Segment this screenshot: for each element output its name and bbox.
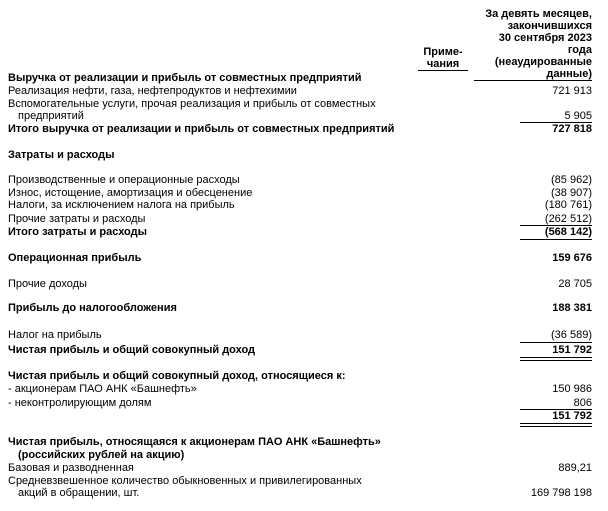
row-value: (262 512): [544, 213, 592, 225]
row-sales-oil: [8, 85, 592, 98]
row-production-costs: [8, 174, 592, 187]
row-label: Выручка от реализации и прибыль от совместных предприятий: [8, 72, 362, 84]
row-value: 889,21: [558, 462, 592, 474]
total-double-rule: [520, 423, 592, 427]
row-profit-before-tax: [8, 302, 592, 315]
subtotal-rule: [520, 239, 592, 240]
row-label: Чистая прибыль и общий совокупный доход: [8, 344, 256, 356]
period-column-header: [474, 8, 592, 81]
row-other-income: [8, 278, 592, 291]
row-label: Базовая и разводненная: [8, 462, 134, 474]
row-label: Налог на прибыль: [8, 329, 102, 341]
costs-section-title: [8, 149, 592, 162]
row-value: (38 907): [551, 187, 592, 199]
row-label: Итого выручка от реализации и прибыль от совместных предприятий: [8, 123, 395, 135]
row-label: Чистая прибыль и общий совокупный доход, относящиеся к:: [8, 370, 346, 382]
row-income-tax: [8, 329, 592, 342]
row-value: (180 761): [544, 199, 592, 211]
row-label: акций в обращении, шт.: [18, 487, 140, 499]
row-value: (85 962): [551, 174, 592, 186]
row-net-profit: [8, 344, 592, 357]
row-weighted-shares: [8, 487, 592, 500]
row-total-revenue: [8, 123, 592, 136]
row-label: Прочие доходы: [8, 278, 87, 290]
row-value: 188 381: [552, 302, 592, 314]
row-label: Чистая прибыль, относящаяся к акционерам ПАО АНК «Башнефть»: [8, 436, 381, 448]
row-aux-services: [8, 110, 592, 123]
row-label: (российских рублей на акцию): [18, 449, 185, 461]
row-to-shareholders: [8, 383, 592, 396]
row-label: Операционная прибыль: [8, 252, 142, 264]
row-value: 28 705: [558, 278, 592, 290]
row-value: (568 142): [544, 226, 592, 238]
eps-section-title-line2: [8, 449, 592, 462]
row-total-costs: [8, 226, 592, 239]
row-operating-profit: [8, 252, 592, 265]
row-value: 150 986: [552, 383, 592, 395]
row-label: - неконтролирующим долям: [8, 397, 152, 409]
total-double-rule: [520, 357, 592, 361]
row-value: 727 818: [552, 123, 592, 135]
eps-section-title-line1: [8, 436, 592, 449]
notes-column-header: [418, 46, 468, 71]
row-eps: [8, 462, 592, 475]
row-label: Реализация нефти, газа, нефтепродуктов и нефтехимии: [8, 85, 297, 97]
row-value: 5 905: [564, 110, 592, 122]
row-value: (36 589): [551, 329, 592, 341]
row-value: 806: [573, 397, 592, 409]
row-value: 151 792: [552, 410, 592, 422]
row-value: 721 913: [552, 85, 592, 97]
row-value: 169 798 198: [530, 487, 592, 499]
row-label: Производственные и операционные расходы: [8, 174, 240, 186]
row-label: Прибыль до налогообложения: [8, 302, 177, 314]
row-taxes: [8, 199, 592, 212]
row-label: Средневзвешенное количество обыкновенных и привилегированных: [8, 475, 362, 487]
row-value: 151 792: [552, 344, 592, 356]
attributable-section-title: [8, 370, 592, 383]
row-label: Вспомогательные услуги, прочая реализация и прибыль от совместных: [8, 98, 376, 110]
row-label: Итого затраты и расходы: [8, 226, 148, 238]
row-label: Износ, истощение, амортизация и обесценение: [8, 187, 253, 199]
row-label: Затраты и расходы: [8, 149, 115, 161]
row-label: - акционерам ПАО АНК «Башнефть»: [8, 383, 197, 395]
subtotal-rule: [520, 342, 592, 343]
row-label: предприятий: [18, 110, 84, 122]
row-label: Налоги, за исключением налога на прибыль: [8, 199, 235, 211]
period-header-text: За девять месяцев, закончившихся 30 сентября 2023 года (неаудированные данные): [485, 8, 592, 80]
row-attributable-total: [8, 410, 592, 423]
revenue-section-title: [8, 72, 592, 85]
notes-header-text: Приме- чания: [423, 46, 463, 70]
row-label: Прочие затраты и расходы: [8, 213, 146, 225]
row-other-costs: [8, 213, 592, 226]
row-value: 159 676: [552, 252, 592, 264]
row-to-nci: [8, 397, 592, 410]
